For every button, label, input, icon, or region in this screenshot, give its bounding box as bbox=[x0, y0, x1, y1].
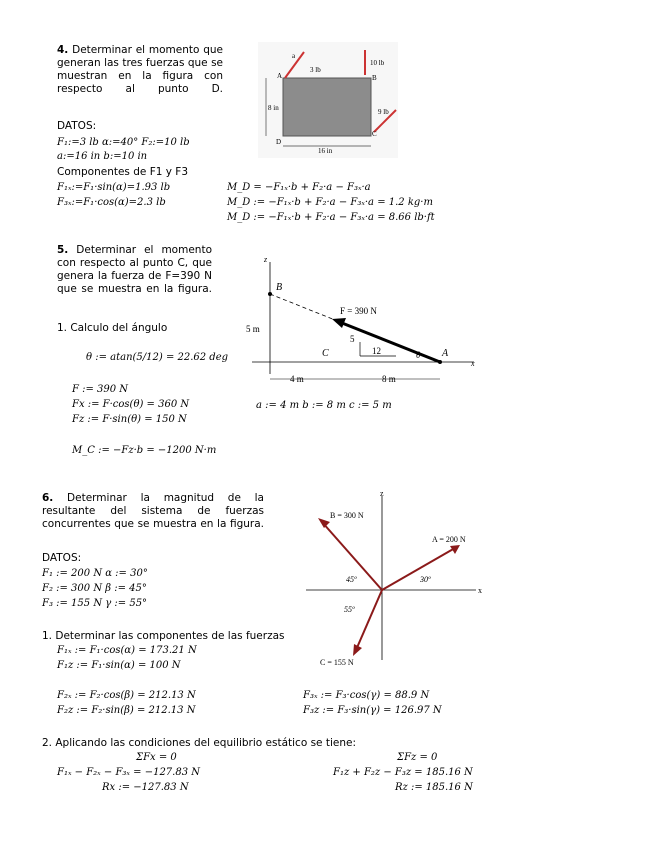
p6-force-c bbox=[356, 590, 382, 650]
p6-sum-x-eq: F₁ₓ − F₂ₓ − F₃ₓ = −127.83 N bbox=[57, 767, 200, 778]
p5-label-force: F = 390 N bbox=[340, 306, 377, 316]
p6-step1: 1. Determinar las componentes de las fuerzas bbox=[42, 630, 285, 642]
p6-eq-4: F₂z := F₂·sin(β) = 212.13 N bbox=[57, 705, 196, 716]
p5-fx: Fx := F·cos(θ) = 360 N bbox=[72, 399, 190, 410]
p5-dim-w2: 8 m bbox=[382, 374, 396, 384]
p6-eq-5: F₃ₓ := F₃·cos(γ) = 88.9 N bbox=[303, 690, 430, 701]
p4-plate bbox=[283, 78, 371, 136]
p5-point-b: B bbox=[276, 282, 283, 293]
p4-moment-3: M_D := −F₁ₓ·b + F₂·a − F₃ₓ·a = 8.66 lb·ft bbox=[227, 212, 435, 223]
p6-data-2: F₂ := 300 N β := 45° bbox=[42, 583, 147, 594]
p6-rx: Rx := −127.83 N bbox=[102, 782, 189, 793]
p6-label-b: B = 300 N bbox=[330, 511, 364, 520]
p5-number: 5. bbox=[57, 244, 69, 256]
p5-fz: Fz := F·sin(θ) = 150 N bbox=[72, 414, 187, 425]
p6-label-z: z bbox=[380, 490, 384, 498]
p5-point-a-dot bbox=[438, 360, 442, 364]
p4-comp-1: F₁ₓ:=F₁·sin(α)=1.93 lb bbox=[57, 182, 171, 193]
p6-label-a: A = 200 N bbox=[432, 535, 466, 544]
p5-point-b-dot bbox=[268, 292, 272, 296]
p6-intro bbox=[42, 492, 264, 544]
p5-intro bbox=[57, 244, 212, 309]
p5-figure bbox=[242, 256, 480, 386]
p6-force-a bbox=[382, 548, 455, 590]
p6-label-x: x bbox=[478, 586, 482, 595]
p4-figure bbox=[258, 42, 398, 158]
p4-data-1: F₁:=3 lb α:=40° F₂:=10 lb bbox=[57, 137, 190, 148]
p4-intro bbox=[57, 44, 223, 109]
p4-datos: DATOS: bbox=[57, 120, 97, 132]
p6-eq-1: F₁ₓ := F₁·cos(α) = 173.21 N bbox=[57, 645, 197, 656]
p4-point-b: B bbox=[372, 74, 377, 82]
p5-theta: θ := atan(5/12) = 22.62 deg bbox=[86, 352, 229, 363]
p6-eq-2: F₁z := F₁·sin(α) = 100 N bbox=[57, 660, 181, 671]
p5-label-z: z bbox=[264, 256, 268, 264]
p5-label-x: x bbox=[471, 359, 475, 368]
p4-point-c: C bbox=[372, 130, 377, 138]
p6-data-1: F₁ := 200 N α := 30° bbox=[42, 568, 148, 579]
p6-datos: DATOS: bbox=[42, 552, 82, 564]
p4-moment-1: M_D = −F₁ₓ·b + F₂·a − F₃ₓ·a bbox=[227, 182, 371, 193]
p5-arrowhead bbox=[332, 318, 346, 328]
p6-angle-30: 30º bbox=[420, 575, 431, 584]
p6-sum-x: ΣFx = 0 bbox=[136, 752, 177, 763]
p6-eq-3: F₂ₓ := F₂·cos(β) = 212.13 N bbox=[57, 690, 196, 701]
p6-angle-55: 55º bbox=[344, 605, 355, 614]
p6-label-c: C = 155 N bbox=[320, 658, 354, 667]
p4-point-a: A bbox=[277, 72, 283, 80]
p4-point-d: D bbox=[276, 138, 282, 146]
p5-slope-5: 5 bbox=[350, 334, 355, 344]
p5-dims: a := 4 m b := 8 m c := 5 m bbox=[256, 400, 392, 411]
p6-arrowhead-b bbox=[318, 518, 330, 528]
p6-arrowhead-c bbox=[353, 644, 362, 656]
p4-label-f3: 9 lb bbox=[378, 108, 389, 116]
p4-data-2: a:=16 in b:=10 in bbox=[57, 151, 148, 162]
p6-intro-text: Determinar la magnitud de la resultante del sistema de fuerzas concurrentes que se muestra en la figura. bbox=[42, 492, 264, 530]
p4-dim-width: 16 in bbox=[318, 147, 333, 155]
p5-intro-text: Determinar el momento con respecto al punto C, que genera la fuerza de F=390 N que se muestra en la figura. bbox=[57, 244, 212, 295]
p4-moment-2: M_D := −F₁ₓ·b + F₂·a − F₃ₓ·a = 1.2 kg·m bbox=[227, 197, 433, 208]
p5-dim-h: 5 m bbox=[246, 324, 260, 334]
p6-eq-6: F₃z := F₃·sin(γ) = 126.97 N bbox=[303, 705, 442, 716]
p4-label-f1: 3 lb bbox=[310, 66, 321, 74]
p5-moment: M_C := −Fz·b = −1200 N·m bbox=[72, 445, 217, 456]
p6-number: 6. bbox=[42, 492, 54, 504]
p4-angle: a bbox=[292, 52, 296, 60]
p5-slope-12: 12 bbox=[372, 346, 381, 356]
p5-dim-w1: 4 m bbox=[290, 374, 304, 384]
p5-point-c: C bbox=[322, 348, 329, 359]
p6-sum-z-eq: F₁z + F₂z − F₃z = 185.16 N bbox=[333, 767, 473, 778]
p6-rz: Rz := 185.16 N bbox=[395, 782, 473, 793]
p5-theta-label: θ bbox=[416, 350, 421, 360]
p6-sum-z: ΣFz = 0 bbox=[397, 752, 438, 763]
p4-dim-height: 8 in bbox=[268, 104, 279, 112]
p4-intro-text: Determinar el momento que generan las tres fuerzas que se muestran en la figura con respecto al punto D. bbox=[57, 44, 224, 95]
p6-step2: 2. Aplicando las condiciones del equilibrio estático se tiene: bbox=[42, 737, 356, 749]
p4-comp-2: F₃ₓ:=F₁·cos(α)=2.3 lb bbox=[57, 197, 166, 208]
p5-step1: 1. Calculo del ángulo bbox=[57, 322, 168, 334]
p6-data-3: F₃ := 155 N γ := 55° bbox=[42, 598, 148, 609]
p6-angle-45: 45º bbox=[346, 575, 357, 584]
p6-figure bbox=[300, 490, 490, 670]
p4-number: 4. bbox=[57, 44, 69, 56]
p4-components-label: Componentes de F1 y F3 bbox=[57, 166, 189, 178]
p4-label-f2: 10 lb bbox=[370, 59, 385, 67]
p5-force: F := 390 N bbox=[72, 384, 129, 395]
p5-point-a: A bbox=[442, 348, 449, 359]
